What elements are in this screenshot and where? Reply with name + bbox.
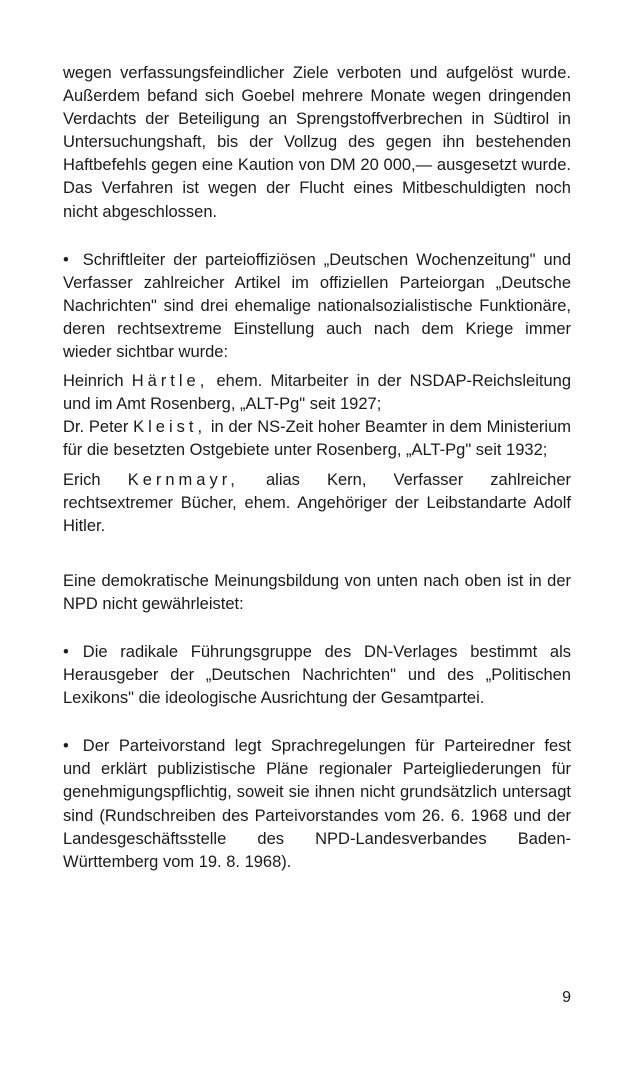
- person-haertle-block: [63, 370, 571, 416]
- bullet-icon: •: [63, 642, 69, 661]
- person-first-name: Dr. Peter: [63, 418, 129, 437]
- person-kleist: [63, 416, 571, 462]
- page-number: 9: [562, 989, 571, 1006]
- page-content: [63, 62, 571, 874]
- person-last-name: Kernmayr,: [127, 470, 239, 489]
- person-last-name: Kleist,: [133, 418, 207, 437]
- democracy-paragraph-block: [63, 570, 571, 616]
- person-kernmayr-block: [63, 469, 571, 538]
- bullet-editors-text: Schriftleiter der parteioffiziösen „Deutschen Wochenzeitung" und Verfasser zahlreicher Artikel im offiziellen Parteiorgan „Deutsche Nachrichten" sind drei ehemalige nationalsozialistische Funktionäre, deren rechtsextreme Einstellung auch nach dem Kriege immer wieder sichtbar wurde:: [63, 250, 571, 362]
- person-description: ehem. Mitarbeiter in der NSDAP-Reichsleitung und im Amt Rosenberg, „ALT-Pg" seit 1927;: [63, 372, 571, 414]
- democracy-paragraph: Eine demokratische Meinungsbildung von unten nach oben ist in der NPD nicht gewährleistet:: [63, 571, 571, 613]
- person-first-name: Heinrich: [63, 372, 124, 391]
- person-description: alias Kern, Verfasser zahlreicher rechtsextremer Bücher, ehem. Angehöriger der Leibstandarte Adolf Hitler.: [63, 470, 572, 535]
- bullet-dn-verlag: [63, 641, 571, 710]
- intro-paragraph-block: [63, 62, 571, 224]
- person-kernmayr: [63, 469, 571, 538]
- bullet-parteivorstand: [63, 735, 571, 874]
- bullet-editors-block: [63, 249, 571, 364]
- bullet-parteivorstand-text: Der Parteivorstand legt Sprachregelungen für Parteiredner fest und erklärt publizistische Pläne regionaler Parteigliederungen für genehmigungspflichtig, soweit sie ihnen nicht grundsätzlich untersagt sind (Rundschreiben des Parteivorstandes vom 26. 6. 1968 und der Landesgeschäftsstelle des NPD-Landesverbandes Baden-Württemberg vom 19. 8. 1968).: [63, 737, 571, 871]
- person-last-name: Härtle,: [131, 372, 209, 391]
- bullet-dn-verlag-block: [63, 641, 571, 710]
- intro-paragraph: wegen verfassungsfeindlicher Ziele verboten und aufgelöst wurde. Außerdem befand sich Goebel mehrere Monate wegen dringenden Verdachts der Beteiligung an Sprengstoffverbrechen in Südtirol in Untersuchungshaft, bis der Vollzug des gegen ihn bestehenden Haftbefehls gegen eine Kaution von DM 20 000,— ausgesetzt wurde. Das Verfahren ist wegen der Flucht eines Mitbeschuldigten noch nicht abgeschlossen.: [63, 64, 571, 221]
- bullet-editors: [63, 249, 571, 364]
- person-description: in der NS-Zeit hoher Beamter in dem Ministerium für die besetzten Ostgebiete unter Rosenberg, „ALT-Pg" seit 1932;: [63, 418, 571, 460]
- bullet-parteivorstand-block: [63, 735, 571, 874]
- bullet-icon: •: [63, 250, 69, 269]
- bullet-dn-verlag-text: Die radikale Führungsgruppe des DN-Verlages bestimmt als Herausgeber der „Deutschen Nachrichten" und des „Politischen Lexikons" die ideologische Ausrichtung der Gesamtpartei.: [63, 642, 571, 708]
- person-haertle: [63, 370, 571, 416]
- person-first-name: Erich: [63, 470, 101, 489]
- bullet-icon: •: [63, 737, 69, 756]
- person-kleist-block: [63, 416, 571, 462]
